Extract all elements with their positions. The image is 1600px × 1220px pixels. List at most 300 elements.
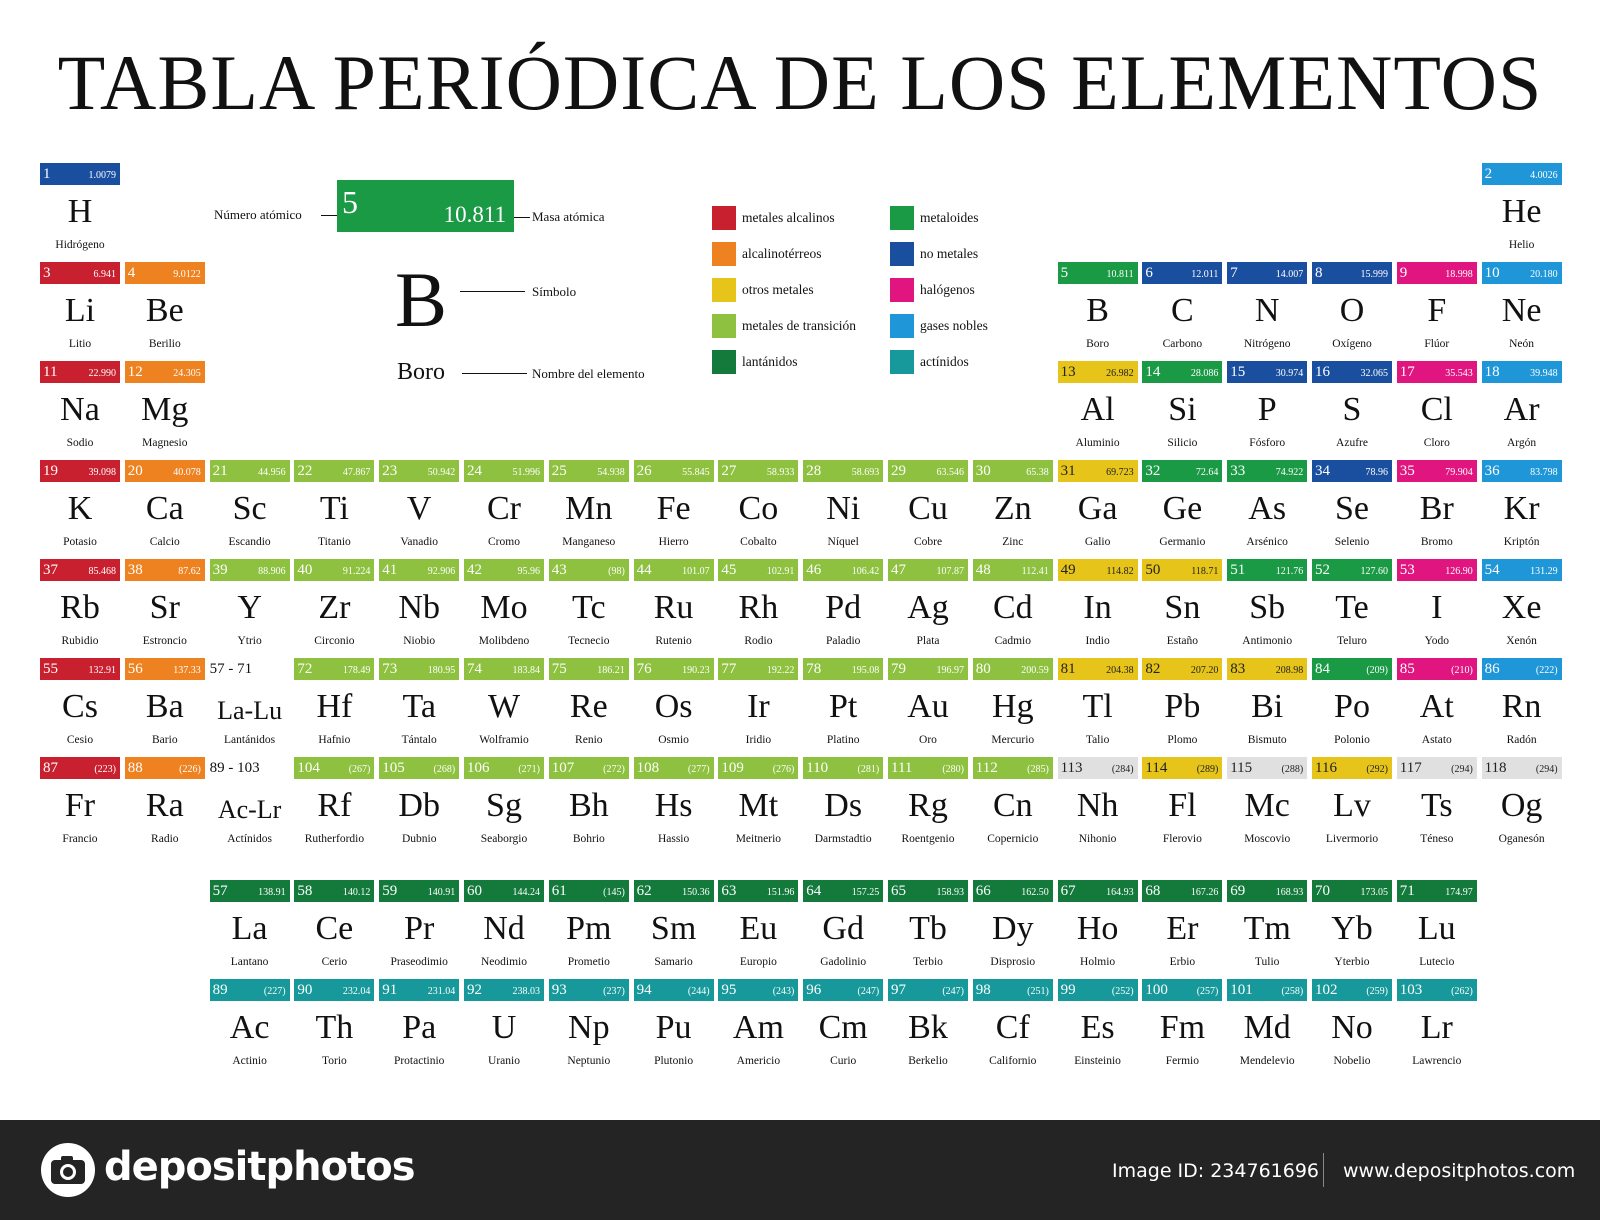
atomic-mass: 207.20 — [1190, 665, 1219, 676]
element-cell-yb — [1312, 880, 1396, 975]
atomic-number: 43 — [551, 562, 567, 578]
element-symbol: Cd — [992, 589, 1033, 626]
footer-bar — [0, 1120, 1600, 1220]
element-bar — [888, 658, 968, 680]
atomic-number: 26 — [636, 463, 652, 479]
element-cell-gd — [803, 880, 887, 975]
element-name: Lutecio — [1419, 956, 1455, 968]
legend-label: alcalinotérreos — [742, 246, 822, 261]
element-cell-mn — [549, 460, 633, 555]
atomic-mass: 174.97 — [1445, 887, 1473, 898]
atomic-mass: 157.25 — [851, 887, 880, 898]
element-bar — [549, 460, 629, 482]
element-cell-ru — [634, 559, 718, 654]
atomic-number: 91 — [382, 982, 398, 998]
element-cell-rf — [294, 757, 378, 852]
element-symbol: Cu — [908, 490, 948, 527]
element-symbol: S — [1342, 391, 1362, 428]
element-bar — [1142, 262, 1222, 284]
element-symbol: Co — [738, 490, 779, 527]
element-bar — [1397, 460, 1477, 482]
element-symbol: Cf — [995, 1009, 1030, 1046]
atomic-number: 33 — [1230, 463, 1246, 479]
element-cell-fm — [1142, 979, 1226, 1074]
atomic-number: 104 — [297, 760, 320, 776]
element-bar — [973, 559, 1053, 581]
element-cell-md — [1227, 979, 1311, 1074]
element-name: Antimonio — [1242, 635, 1293, 647]
element-bar — [634, 979, 714, 1001]
element-symbol: I — [1431, 589, 1443, 626]
element-name: Flúor — [1424, 338, 1450, 350]
element-cell-li — [40, 262, 124, 357]
element-cell-cn — [973, 757, 1057, 852]
element-cell-db — [379, 757, 463, 852]
atomic-mass: 102.91 — [766, 566, 795, 577]
element-cell-he — [1482, 163, 1566, 258]
atomic-mass: (259) — [1366, 986, 1388, 997]
atomic-number: 77 — [721, 661, 737, 677]
element-name: Tulio — [1254, 956, 1280, 968]
element-name: Bario — [152, 734, 178, 746]
element-name: Wolframio — [479, 734, 529, 746]
element-cell-nb — [379, 559, 463, 654]
element-name: Germanio — [1159, 536, 1206, 548]
atomic-number: 66 — [975, 883, 991, 899]
key-label-atomic-mass: Masa atómica — [532, 209, 605, 224]
element-symbol: Ba — [145, 688, 184, 725]
element-name: Teluro — [1337, 635, 1367, 647]
element-symbol: Dy — [992, 910, 1034, 947]
element-bar — [718, 658, 798, 680]
element-symbol: Xe — [1501, 589, 1542, 626]
legend-label: actínidos — [920, 354, 969, 369]
element-symbol: Db — [398, 787, 440, 824]
element-symbol: Ds — [824, 787, 863, 824]
element-symbol: Zn — [993, 490, 1032, 527]
element-symbol: Na — [60, 391, 100, 428]
element-bar — [1058, 262, 1138, 284]
element-cell-hs — [634, 757, 718, 852]
element-bar — [464, 460, 544, 482]
atomic-number: 69 — [1230, 883, 1246, 899]
element-bar — [1397, 979, 1477, 1001]
atomic-number: 57 — [212, 883, 228, 899]
element-cell-ni — [803, 460, 887, 555]
atomic-mass: 78.96 — [1365, 467, 1388, 478]
element-cell-rg — [888, 757, 972, 852]
element-name: Arsénico — [1246, 536, 1288, 548]
element-cell-tl — [1058, 658, 1142, 753]
element-name: Oganesón — [1498, 833, 1545, 845]
atomic-mass: 47.867 — [342, 467, 371, 478]
atomic-number: 87 — [43, 760, 58, 776]
atomic-number: 46 — [806, 562, 822, 578]
element-cell-rb — [40, 559, 124, 654]
atomic-number: 31 — [1060, 463, 1076, 479]
element-name: Bromo — [1420, 536, 1453, 548]
element-symbol: Be — [145, 292, 184, 329]
element-symbol: Tb — [909, 910, 947, 947]
atomic-mass: 58.933 — [766, 467, 795, 478]
element-name: Ytrio — [237, 635, 262, 647]
element-bar — [634, 880, 714, 902]
element-symbol: B — [1086, 292, 1109, 329]
element-name: Livermorio — [1325, 833, 1379, 845]
element-bar — [549, 757, 629, 779]
element-symbol: Ra — [145, 787, 184, 824]
key-label-atomic-number: Número atómico — [214, 207, 302, 222]
atomic-mass: 55.845 — [682, 467, 710, 478]
atomic-mass: 91.224 — [342, 566, 371, 577]
atomic-mass: 180.95 — [427, 665, 456, 676]
element-bar — [40, 559, 120, 581]
atomic-mass: 65.38 — [1026, 467, 1049, 478]
element-symbol: Kr — [1503, 490, 1540, 527]
element-symbol: Pa — [402, 1009, 437, 1046]
atomic-number: 19 — [43, 463, 58, 479]
atomic-mass: (237) — [603, 986, 625, 997]
atomic-number: 30 — [975, 463, 991, 479]
atomic-mass: 12.011 — [1191, 269, 1219, 280]
element-cell-ts — [1397, 757, 1481, 852]
atomic-number: 98 — [975, 982, 991, 998]
element-bar — [1142, 361, 1222, 383]
element-symbol: Rn — [1501, 688, 1542, 725]
element-symbol: At — [1419, 688, 1454, 725]
element-symbol: Sb — [1249, 589, 1286, 626]
atomic-mass: 83.798 — [1530, 467, 1558, 478]
atomic-number: 42 — [467, 562, 482, 578]
atomic-mass: 95.96 — [517, 566, 540, 577]
element-cell-w — [464, 658, 548, 753]
element-bar — [634, 460, 714, 482]
atomic-number: 20 — [127, 463, 143, 479]
element-name: Cobre — [913, 536, 943, 548]
element-cell-mc — [1227, 757, 1311, 852]
element-bar — [1482, 163, 1562, 185]
element-cell-th — [294, 979, 378, 1074]
element-cell-bi — [1227, 658, 1311, 753]
element-bar — [1397, 262, 1477, 284]
atomic-number: 18 — [1484, 364, 1500, 380]
element-bar — [803, 880, 883, 902]
atomic-mass: 58.693 — [851, 467, 880, 478]
element-name: Potasio — [63, 536, 97, 548]
atomic-mass: (294) — [1535, 764, 1558, 775]
element-bar — [718, 757, 798, 779]
element-symbol: Nb — [398, 589, 440, 626]
element-cell-ho — [1058, 880, 1142, 975]
atomic-number: 88 — [127, 760, 143, 776]
element-name: Dubnio — [401, 833, 437, 845]
element-name: Oxígeno — [1332, 338, 1372, 350]
atomic-mass: 10.811 — [1106, 269, 1134, 280]
element-symbol: As — [1248, 490, 1287, 527]
atomic-mass: 79.904 — [1445, 467, 1473, 478]
atomic-mass: 1.0079 — [88, 170, 116, 181]
element-symbol: N — [1254, 292, 1280, 329]
element-name: Sodio — [66, 437, 94, 449]
element-bar — [973, 460, 1053, 482]
element-symbol: Mo — [480, 589, 528, 626]
element-name: Rubidio — [61, 635, 99, 647]
element-cell-br — [1397, 460, 1481, 555]
element-bar — [1227, 979, 1307, 1001]
atomic-number: 83 — [1230, 661, 1246, 677]
atomic-mass: (243) — [772, 986, 795, 997]
element-bar — [1058, 979, 1138, 1001]
atomic-mass: (244) — [687, 986, 710, 997]
atomic-mass: 106.42 — [851, 566, 880, 577]
atomic-mass: 51.996 — [512, 467, 540, 478]
atomic-number: 1 — [43, 166, 51, 182]
legend-label: metales alcalinos — [742, 210, 835, 225]
element-name: Curio — [830, 1055, 857, 1067]
element-cell-i — [1397, 559, 1481, 654]
atomic-number: 9 — [1399, 265, 1408, 281]
atomic-number: 52 — [1315, 562, 1330, 578]
element-bar — [464, 757, 544, 779]
atomic-number: 22 — [297, 463, 313, 479]
atomic-mass: 30.974 — [1275, 368, 1304, 379]
element-symbol: Ni — [826, 490, 861, 527]
element-symbol: In — [1083, 589, 1112, 626]
element-symbol: H — [67, 193, 93, 230]
element-bar — [1312, 460, 1392, 482]
element-symbol: Rh — [738, 589, 779, 626]
element-name: Meitnerio — [735, 833, 782, 845]
element-symbol: Ir — [747, 688, 770, 725]
element-bar — [1227, 361, 1307, 383]
element-symbol: Ag — [907, 589, 949, 626]
element-cell-cl — [1397, 361, 1481, 456]
element-bar — [1227, 262, 1307, 284]
atomic-mass: 121.76 — [1275, 566, 1304, 577]
atomic-number: 84 — [1315, 661, 1330, 677]
element-bar — [294, 880, 374, 902]
atomic-mass: 88.906 — [258, 566, 286, 577]
element-cell-ce — [294, 880, 378, 975]
atomic-mass: (268) — [433, 764, 456, 775]
atomic-mass: 137.33 — [173, 665, 201, 676]
atomic-mass: 167.26 — [1190, 887, 1219, 898]
element-name: Neptunio — [567, 1055, 611, 1067]
element-symbol: Mg — [141, 391, 189, 428]
atomic-number: 92 — [467, 982, 482, 998]
element-symbol: Mc — [1244, 787, 1290, 824]
element-name: Plomo — [1167, 734, 1198, 746]
element-bar — [718, 559, 798, 581]
atomic-number: 12 — [127, 364, 143, 380]
element-cell-rh — [718, 559, 802, 654]
atomic-number: 38 — [127, 562, 143, 578]
element-bar — [294, 559, 374, 581]
element-bar — [1227, 757, 1307, 779]
element-cell-hg — [973, 658, 1057, 753]
atomic-number: 29 — [891, 463, 906, 479]
element-name: Disprosio — [990, 956, 1036, 968]
element-name: Roentgenio — [901, 833, 955, 845]
element-name: Cromo — [488, 536, 520, 548]
element-cell-c — [1142, 262, 1226, 357]
atomic-mass: 196.97 — [936, 665, 964, 676]
element-symbol: Fm — [1159, 1009, 1206, 1046]
element-name: Hafnio — [318, 734, 351, 746]
element-cell-po — [1312, 658, 1396, 753]
atomic-number: 8 — [1315, 265, 1323, 281]
atomic-number: 78 — [806, 661, 822, 677]
element-name: Mendelevio — [1239, 1055, 1295, 1067]
atomic-mass: 168.93 — [1275, 887, 1304, 898]
page-title: TABLA PERIÓDICA DE LOS ELEMENTOS — [57, 39, 1543, 126]
atomic-mass: 92.906 — [427, 566, 456, 577]
element-bar — [803, 658, 883, 680]
element-name: Berkelio — [908, 1055, 948, 1067]
atomic-number: 5 — [1060, 265, 1069, 281]
atomic-mass: 164.93 — [1106, 887, 1134, 898]
element-bar — [1312, 559, 1392, 581]
atomic-mass: 208.98 — [1275, 665, 1304, 676]
element-cell-nd — [464, 880, 548, 975]
element-cell-mo — [464, 559, 548, 654]
atomic-mass: 144.24 — [512, 887, 540, 898]
element-bar — [125, 757, 205, 779]
element-symbol: Eu — [739, 910, 778, 947]
element-cell-os — [634, 658, 718, 753]
element-symbol: Li — [64, 292, 96, 329]
element-cell-al — [1058, 361, 1142, 456]
element-name: Tántalo — [401, 734, 437, 746]
element-symbol: Ge — [1162, 490, 1203, 527]
element-cell-co — [718, 460, 802, 555]
atomic-number: 15 — [1230, 364, 1246, 380]
element-bar — [464, 559, 544, 581]
atomic-number: 100 — [1145, 982, 1168, 998]
element-name: Escandio — [228, 536, 271, 548]
element-name: Calcio — [149, 536, 180, 548]
element-cell-og — [1482, 757, 1566, 852]
element-bar — [125, 361, 205, 383]
element-symbol: Cm — [818, 1009, 868, 1046]
element-cell-cr — [464, 460, 548, 555]
element-name: Yterbio — [1334, 956, 1370, 968]
element-symbol: Pu — [655, 1009, 692, 1046]
atomic-number: 107 — [551, 760, 575, 776]
element-cell-o — [1312, 262, 1396, 357]
element-name: Hierro — [658, 536, 689, 548]
element-bar — [1227, 880, 1307, 902]
element-symbol: Ne — [1501, 292, 1542, 329]
element-cell-b — [1058, 262, 1142, 357]
element-cell-s — [1312, 361, 1396, 456]
series-range: 57 - 71 — [209, 661, 253, 677]
element-name: Polonio — [1334, 734, 1370, 746]
element-name: Bismuto — [1247, 734, 1287, 746]
atomic-mass: 28.086 — [1190, 368, 1219, 379]
element-cell-nh — [1058, 757, 1142, 852]
atomic-number: 32 — [1145, 463, 1161, 479]
element-bar — [1397, 559, 1477, 581]
atomic-number: 25 — [551, 463, 567, 479]
element-bar — [1142, 880, 1222, 902]
key-symbol: B — [395, 256, 448, 343]
element-bar — [1482, 361, 1562, 383]
element-symbol: Fl — [1168, 787, 1197, 824]
series-name: Actínidos — [227, 833, 272, 845]
element-bar — [1058, 658, 1138, 680]
atomic-mass: (272) — [603, 764, 625, 775]
key-atomic-mass: 10.811 — [443, 202, 506, 227]
element-name: Plata — [916, 635, 940, 647]
element-cell-cf — [973, 979, 1057, 1074]
element-symbol: Pm — [566, 910, 612, 947]
atomic-number: 2 — [1484, 166, 1493, 182]
element-cell-au — [888, 658, 972, 753]
atomic-mass: 114.82 — [1106, 566, 1134, 577]
element-cell-lr — [1397, 979, 1481, 1074]
element-bar — [973, 979, 1053, 1001]
atomic-mass: 85.468 — [88, 566, 116, 577]
atomic-mass: 20.180 — [1530, 269, 1558, 280]
element-bar — [888, 880, 968, 902]
element-symbol: Es — [1080, 1009, 1115, 1046]
element-name: Boro — [1086, 338, 1110, 350]
element-symbol: Hs — [654, 787, 693, 824]
element-symbol: Ce — [315, 910, 354, 947]
element-symbol: Pr — [404, 910, 435, 947]
element-bar — [1058, 559, 1138, 581]
element-symbol: Rb — [60, 589, 100, 626]
key-atomic-number: 5 — [342, 184, 358, 220]
element-symbol: Nh — [1076, 787, 1119, 824]
element-bar — [1142, 460, 1222, 482]
element-bar — [803, 979, 883, 1001]
atomic-number: 75 — [551, 661, 567, 677]
element-bar — [40, 262, 120, 284]
element-symbol: Am — [732, 1009, 784, 1046]
element-name: Zinc — [1002, 536, 1024, 548]
legend-label: metaloides — [920, 210, 979, 225]
atomic-number: 73 — [382, 661, 398, 677]
atomic-mass: 50.942 — [427, 467, 456, 478]
atomic-mass: 190.23 — [682, 665, 710, 676]
element-symbol: Yb — [1331, 910, 1373, 947]
atomic-number: 36 — [1484, 463, 1500, 479]
element-name: Vanadio — [400, 536, 439, 548]
atomic-mass: 183.84 — [512, 665, 540, 676]
element-name: Titanio — [317, 536, 351, 548]
element-name: Circonio — [314, 635, 355, 647]
element-cell-tm — [1227, 880, 1311, 975]
element-symbol: Bk — [908, 1009, 948, 1046]
atomic-mass: 232.04 — [342, 986, 371, 997]
element-name: Renio — [575, 734, 603, 746]
element-bar — [549, 979, 629, 1001]
element-bar — [718, 979, 798, 1001]
element-cell-u — [464, 979, 548, 1074]
element-bar — [549, 880, 629, 902]
element-bar — [1397, 658, 1477, 680]
atomic-mass: (252) — [1111, 986, 1134, 997]
element-cell-sg — [464, 757, 548, 852]
element-bar — [125, 460, 205, 482]
element-cell-k — [40, 460, 124, 555]
element-name: Argón — [1507, 437, 1537, 449]
atomic-number: 61 — [551, 883, 567, 899]
atomic-mass: 231.04 — [427, 986, 456, 997]
element-cell-as — [1227, 460, 1311, 555]
